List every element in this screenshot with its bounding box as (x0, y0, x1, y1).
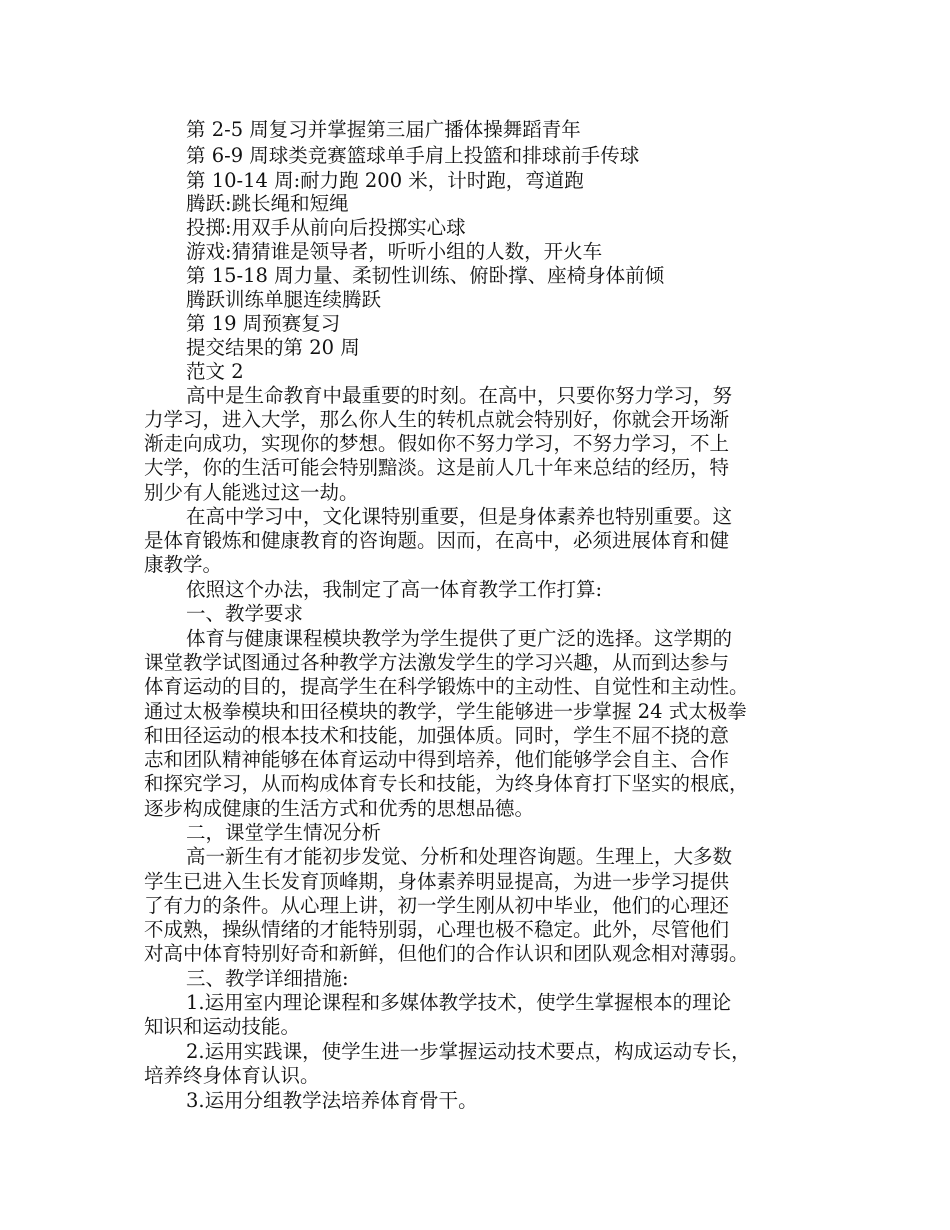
text-line: 第 2-5 周复习并掌握第三届广播体操舞蹈青年 (186, 118, 581, 141)
text-line: 投掷:用双手从前向后投掷实心球 (186, 216, 466, 239)
text-line: 别少有人能逃过这一劫。 (144, 481, 359, 504)
text-line: 康教学。 (144, 553, 223, 576)
text-line: 培养终身体育认识。 (144, 1064, 320, 1087)
text-line: 了有力的条件。从心理上讲，初一学生刚从初中毕业，他们的心理还 (144, 894, 730, 917)
text-line: 体育运动的目的，提高学生在科学锻炼中的主动性、自觉性和主动性。 (144, 675, 749, 698)
text-line: 2.运用实践课，使学生进一步掌握运动技术要点，构成运动专长， (186, 1040, 751, 1063)
section-heading: 三、教学详细措施: (186, 967, 349, 990)
text-line: 高一新生有才能初步发觉、分析和处理咨询题。生理上，大多数 (186, 845, 733, 868)
text-line: 和田径运动的根本技术和技能，加强体质。同时，学生不屈不挠的意 (144, 724, 730, 747)
text-line: 在高中学习中，文化课特别重要，但是身体素养也特别重要。这 (186, 505, 733, 528)
section-title: 范文 2 (186, 360, 244, 383)
text-line: 学生已进入生长发育顶峰期，身体素养明显提高，为进一步学习提供 (144, 870, 730, 893)
section-heading: 二，课堂学生情况分析 (186, 821, 382, 844)
text-line: 逐步构成健康的生活方式和优秀的思想品德。 (144, 797, 535, 820)
text-line: 第 19 周预赛复习 (186, 312, 341, 335)
text-line: 课堂教学试图通过各种教学方法激发学生的学习兴趣，从而到达参与 (144, 651, 730, 674)
text-line: 腾跃:跳长绳和短绳 (186, 192, 349, 215)
text-line: 志和团队精神能够在体育运动中得到培养，他们能够学会自主、合作 (144, 748, 730, 771)
text-line: 不成熟，操纵情绪的才能特别弱，心理也极不稳定。此外，尽管他们 (144, 918, 730, 941)
text-line: 3.运用分组教学法培养体育骨干。 (186, 1089, 478, 1112)
text-line: 第 10-14 周:耐力跑 200 米，计时跑，弯道跑 (186, 169, 584, 192)
text-line: 通过太极拳模块和田径模块的教学，学生能够进一步掌握 24 式太极拳 (144, 700, 747, 723)
text-line: 第 15-18 周力量、柔韧性训练、俯卧撑、座椅身体前倾 (186, 264, 665, 287)
text-line: 力学习，进入大学，那么你人生的转机点就会特别好，你就会开场渐 (144, 408, 730, 431)
section-heading: 一、教学要求 (186, 602, 304, 625)
text-line: 第 6-9 周球类竞赛篮球单手肩上投篮和排球前手传球 (186, 144, 640, 167)
text-line: 大学，你的生活可能会特别黯淡。这是前人几十年来总结的经历，特 (144, 456, 730, 479)
text-line: 对高中体育特别好奇和新鲜，但他们的合作认识和团队观念相对薄弱。 (144, 942, 749, 965)
text-line: 体育与健康课程模块教学为学生提供了更广泛的选择。这学期的 (186, 627, 733, 650)
text-line: 和探究学习，从而构成体育专长和技能，为终身体育打下坚实的根底， (144, 772, 749, 795)
text-line: 高中是生命教育中最重要的时刻。在高中，只要你努力学习，努 (186, 384, 733, 407)
text-line: 渐走向成功，实现你的梦想。假如你不努力学习，不努力学习，不上 (144, 432, 730, 455)
text-line: 知识和运动技能。 (144, 1015, 301, 1038)
text-line: 腾跃训练单腿连续腾跃 (186, 288, 382, 311)
text-line: 依照这个办法，我制定了高一体育教学工作打算: (186, 578, 603, 601)
text-line: 1.运用室内理论课程和多媒体教学技术，使学生掌握根本的理论 (186, 991, 732, 1014)
text-line: 是体育锻炼和健康教育的咨询题。因而，在高中，必须进展体育和健 (144, 529, 730, 552)
text-line: 游戏:猜猜谁是领导者，听听小组的人数，开火车 (186, 240, 603, 263)
text-line: 提交结果的第 20 周 (186, 336, 360, 359)
